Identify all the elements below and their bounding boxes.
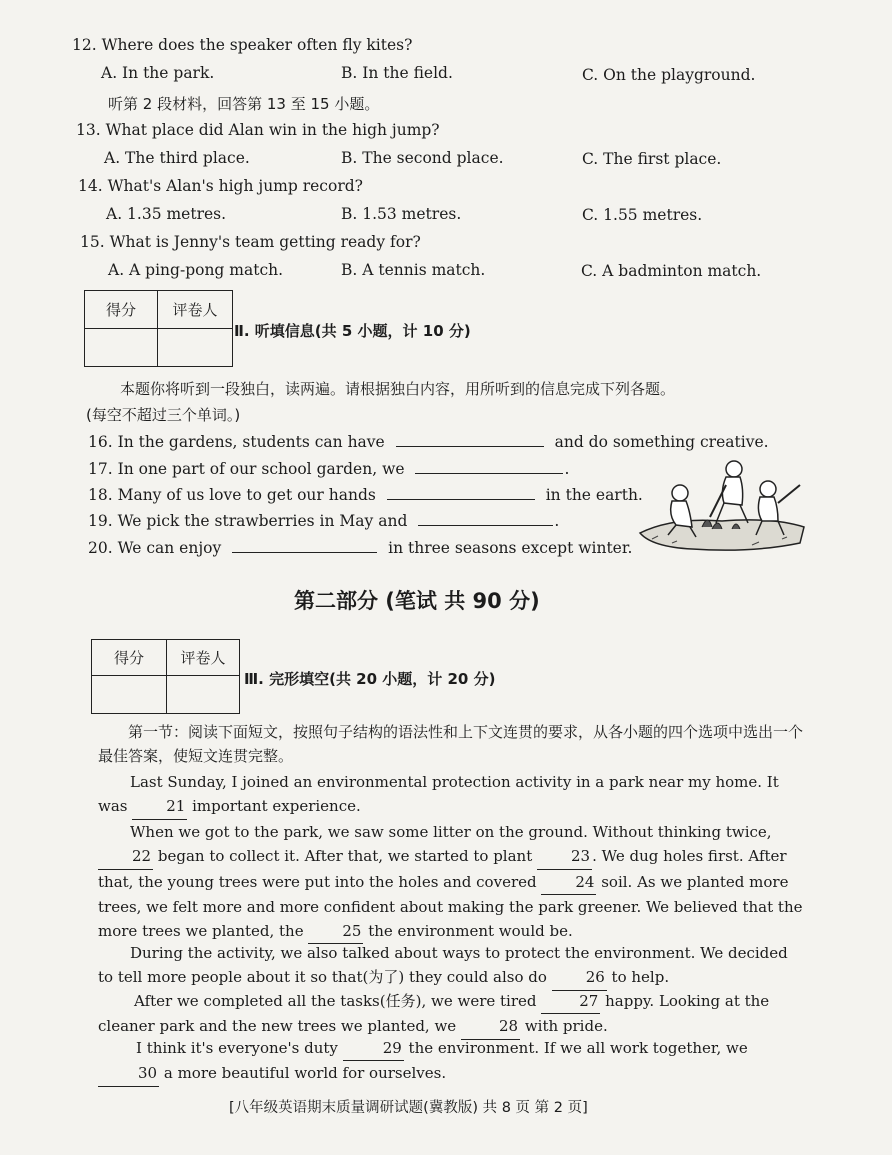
question-14-option-c: C. 1.55 metres.	[582, 206, 703, 224]
fill-item-18: 18. Many of us love to get our hands in the earth.	[88, 486, 643, 504]
answer-blank-16[interactable]	[396, 432, 544, 447]
question-15-stem: 15. What is Jenny's team getting ready for?	[80, 233, 421, 251]
question-12-option-b: B. In the field.	[341, 64, 453, 82]
question-15-option-a: A. A ping-pong match.	[108, 261, 284, 279]
question-15-option-c: C. A badminton match.	[581, 262, 762, 280]
cloze-blank-30[interactable]: 30	[98, 1061, 159, 1086]
fill-item-17: 17. In one part of our school garden, we .	[88, 460, 570, 478]
score-box-1	[84, 290, 233, 367]
cloze-blank-28[interactable]: 28	[461, 1014, 520, 1039]
score-label: 得分	[85, 291, 158, 329]
cloze-blank-27[interactable]: 27	[541, 989, 600, 1014]
question-15-option-b: B. A tennis match.	[341, 261, 486, 279]
section-2-instruction-2: (每空不超过三个单词。)	[86, 406, 241, 424]
cloze-blank-23[interactable]: 23	[537, 844, 592, 869]
question-13-stem: 13. What place did Alan win in the high jump?	[76, 121, 440, 139]
fill-item-19: 19. We pick the strawberries in May and .	[88, 512, 560, 530]
question-12-option-a: A. In the park.	[101, 64, 215, 82]
cloze-blank-21[interactable]: 21	[132, 794, 187, 819]
fill-item-20: 20. We can enjoy in three seasons except winter.	[88, 539, 633, 557]
grader-cell[interactable]	[158, 329, 233, 367]
score-cell[interactable]	[92, 676, 167, 714]
cloze-blank-29[interactable]: 29	[343, 1036, 404, 1061]
cloze-paragraph-1: Last Sunday, I joined an environmental protection activity in a park near my home. It was 21 important experience.	[98, 770, 804, 820]
cloze-paragraph-5: I think it's everyone's duty 29 the environment. If we all work together, we 30 a more beautiful world for ourselves.	[98, 1036, 804, 1087]
grader-cell[interactable]	[167, 676, 240, 714]
answer-blank-18[interactable]	[387, 485, 535, 500]
fill-item-16: 16. In the gardens, students can have and do something creative.	[88, 433, 769, 451]
cloze-blank-26[interactable]: 26	[552, 965, 607, 990]
section-2-heading: Ⅱ. 听填信息(共 5 小题，计 10 分)	[234, 322, 471, 340]
cloze-paragraph-4: After we completed all the tasks(任务), we were tired 27 happy. Looking at the cleaner park and the new trees we planted, we 28 with pride.	[98, 989, 804, 1040]
section-3-heading: Ⅲ. 完形填空(共 20 小题，计 20 分)	[244, 670, 496, 688]
score-box-2	[91, 639, 240, 714]
cloze-paragraph-3: During the activity, we also talked about ways to protect the environment. We decided to tell more people about it so that(为了) they could also do 26 to help.	[98, 941, 804, 991]
answer-blank-17[interactable]	[415, 459, 563, 474]
page-footer: [八年级英语期末质量调研试题(冀教版) 共 8 页 第 2 页]	[229, 1100, 588, 1116]
part-2-title: 第二部分 (笔试 共 90 分)	[294, 589, 540, 613]
question-14-option-a: A. 1.35 metres.	[106, 205, 227, 223]
answer-blank-20[interactable]	[232, 538, 377, 553]
question-14-stem: 14. What's Alan's high jump record?	[78, 177, 363, 195]
listening-instruction: 听第 2 段材料，回答第 13 至 15 小题。	[108, 95, 380, 113]
gardening-children-illustration	[632, 455, 812, 555]
question-13-option-b: B. The second place.	[341, 149, 504, 167]
cloze-blank-25[interactable]: 25	[308, 919, 363, 944]
section-2-instruction-1: 本题你将听到一段独白，读两遍。请根据独白内容，用所听到的信息完成下列各题。	[120, 380, 676, 398]
question-13-option-c: C. The first place.	[582, 150, 722, 168]
question-13-option-a: A. The third place.	[104, 149, 250, 167]
score-cell[interactable]	[85, 329, 158, 367]
question-12-stem: 12. Where does the speaker often fly kites?	[72, 36, 413, 54]
grader-label: 评卷人	[167, 640, 240, 676]
question-12-option-c: C. On the playground.	[582, 66, 756, 84]
question-14-option-b: B. 1.53 metres.	[341, 205, 462, 223]
grader-label: 评卷人	[158, 291, 233, 329]
answer-blank-19[interactable]	[418, 511, 553, 526]
section-3-instruction: 第一节：阅读下面短文，按照句子结构的语法性和上下文连贯的要求，从各小题的四个选项中选出一个最佳答案，使短文连贯完整。	[98, 723, 804, 765]
cloze-paragraph-2: When we got to the park, we saw some litter on the ground. Without thinking twice, 22 began to collect it. After that, we started to plant 23 . We dug holes first. After that, the young trees were put into the holes and covered 24 soil. As we planted more trees, we felt more and more confident about making the park greener. We believed that the more trees we planted, the 25 the environment would be.	[98, 820, 804, 944]
cloze-blank-24[interactable]: 24	[541, 870, 596, 895]
score-label: 得分	[92, 640, 167, 676]
cloze-blank-22[interactable]: 22	[98, 844, 153, 869]
